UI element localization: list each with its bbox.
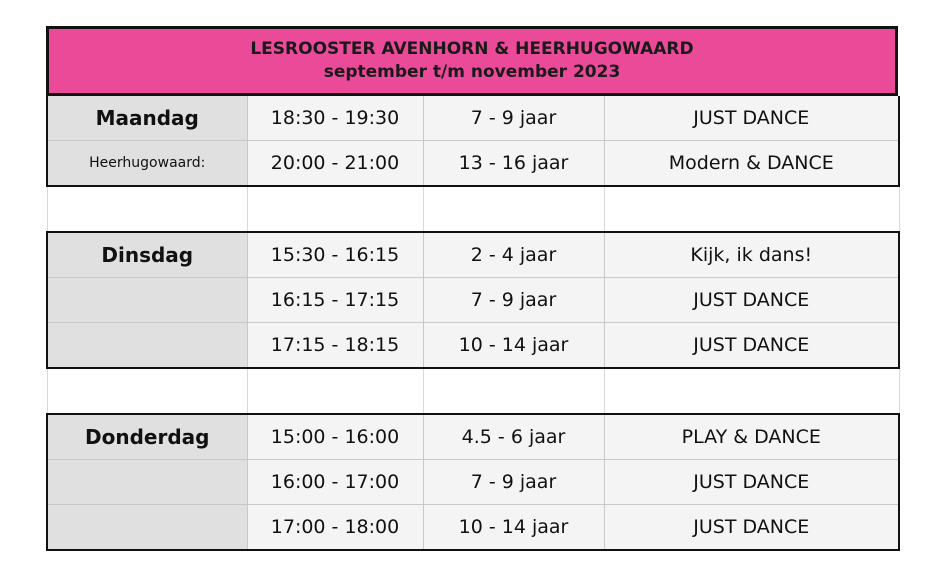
table-row <box>47 414 899 460</box>
day-label-empty <box>47 460 247 505</box>
time-cell: 15:30 - 16:15 <box>247 232 423 278</box>
age-cell: 7 - 9 jaar <box>423 96 604 141</box>
class-cell: Modern & DANCE <box>604 141 899 187</box>
time-cell: 17:00 - 18:00 <box>247 505 423 551</box>
age-cell: 2 - 4 jaar <box>423 232 604 278</box>
empty-cell <box>247 186 423 232</box>
time-cell: 16:00 - 17:00 <box>247 460 423 505</box>
schedule-title: LESROOSTER AVENHORN & HEERHUGOWAARD <box>250 39 694 59</box>
empty-cell <box>604 368 899 414</box>
table-row <box>47 505 899 551</box>
day-label-maandag: Maandag <box>47 96 247 141</box>
class-cell: JUST DANCE <box>604 323 899 369</box>
day-label-empty <box>47 323 247 369</box>
age-cell: 7 - 9 jaar <box>423 278 604 323</box>
schedule-table <box>46 96 900 551</box>
empty-cell <box>423 368 604 414</box>
empty-cell <box>247 368 423 414</box>
table-row <box>47 141 899 187</box>
location-note: Heerhugowaard: <box>47 141 247 187</box>
time-cell: 18:30 - 19:30 <box>247 96 423 141</box>
day-label-empty <box>47 505 247 551</box>
empty-cell <box>604 186 899 232</box>
empty-cell <box>47 368 247 414</box>
day-label-empty <box>47 278 247 323</box>
table-row <box>47 232 899 278</box>
time-cell: 16:15 - 17:15 <box>247 278 423 323</box>
class-cell: JUST DANCE <box>604 96 899 141</box>
spacer-row <box>47 186 899 232</box>
schedule-header <box>46 26 898 96</box>
class-cell: Kijk, ik dans! <box>604 232 899 278</box>
time-cell: 15:00 - 16:00 <box>247 414 423 460</box>
class-cell: JUST DANCE <box>604 460 899 505</box>
table-row <box>47 278 899 323</box>
empty-cell <box>47 186 247 232</box>
table-row <box>47 96 899 141</box>
age-cell: 13 - 16 jaar <box>423 141 604 187</box>
table-row <box>47 323 899 369</box>
table-row <box>47 460 899 505</box>
day-label-donderdag: Donderdag <box>47 414 247 460</box>
time-cell: 20:00 - 21:00 <box>247 141 423 187</box>
schedule-subtitle: september t/m november 2023 <box>323 62 621 82</box>
age-cell: 4.5 - 6 jaar <box>423 414 604 460</box>
class-cell: JUST DANCE <box>604 505 899 551</box>
time-cell: 17:15 - 18:15 <box>247 323 423 369</box>
spacer-row <box>47 368 899 414</box>
empty-cell <box>423 186 604 232</box>
schedule-sheet <box>46 26 898 551</box>
age-cell: 7 - 9 jaar <box>423 460 604 505</box>
class-cell: PLAY & DANCE <box>604 414 899 460</box>
age-cell: 10 - 14 jaar <box>423 505 604 551</box>
day-label-dinsdag: Dinsdag <box>47 232 247 278</box>
age-cell: 10 - 14 jaar <box>423 323 604 369</box>
class-cell: JUST DANCE <box>604 278 899 323</box>
